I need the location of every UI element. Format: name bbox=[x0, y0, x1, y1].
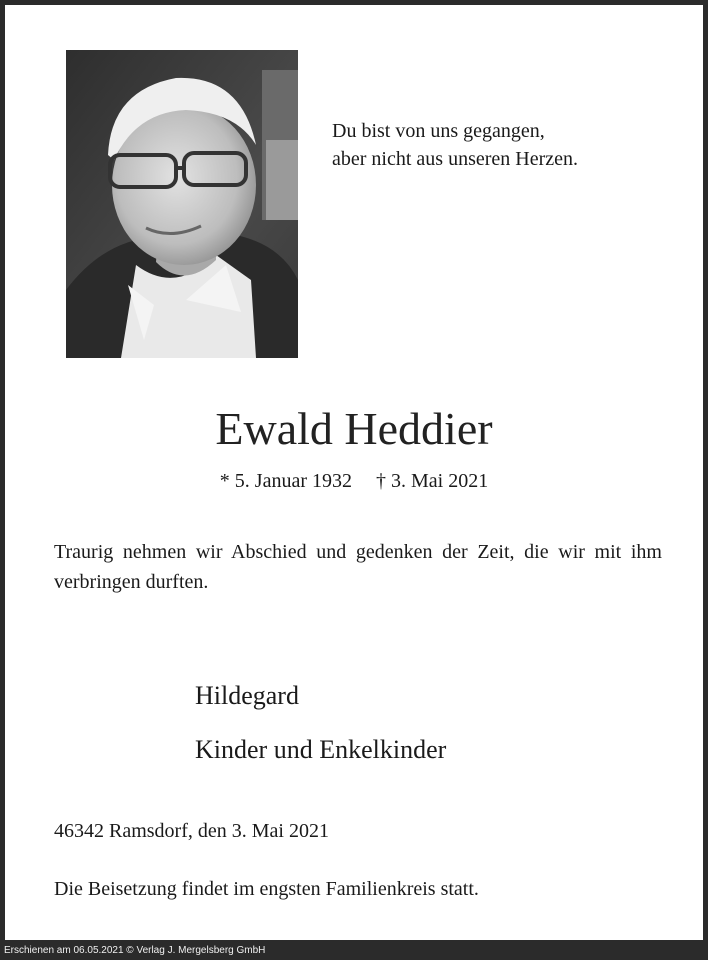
memorial-quote bbox=[332, 117, 578, 173]
mourner-name: Kinder und Enkelkinder bbox=[195, 735, 447, 764]
mourners-list bbox=[195, 669, 446, 777]
obituary-card bbox=[5, 5, 703, 940]
quote-line: Du bist von uns gegangen, bbox=[332, 120, 545, 142]
farewell-text: Traurig nehmen wir Abschied und gedenken der Zeit, die wir mit ihm verbringen durften. bbox=[54, 541, 662, 593]
portrait-photo bbox=[66, 50, 298, 358]
death-date: † 3. Mai 2021 bbox=[375, 470, 489, 492]
birth-date: * 5. Januar 1932 bbox=[219, 470, 352, 492]
publication-footer: Erschienen am 06.05.2021 © Verlag J. Mergelsberg GmbH bbox=[4, 945, 266, 956]
mourner-name: Hildegard bbox=[195, 681, 299, 710]
quote-line: aber nicht aus unseren Herzen. bbox=[332, 148, 578, 170]
place-date: 46342 Ramsdorf, den 3. Mai 2021 bbox=[54, 820, 329, 842]
life-dates bbox=[5, 468, 703, 494]
deceased-name: Ewald Heddier bbox=[215, 403, 493, 454]
burial-note: Die Beisetzung findet im engsten Familienkreis statt. bbox=[54, 878, 479, 900]
portrait-photo-icon bbox=[66, 50, 298, 358]
